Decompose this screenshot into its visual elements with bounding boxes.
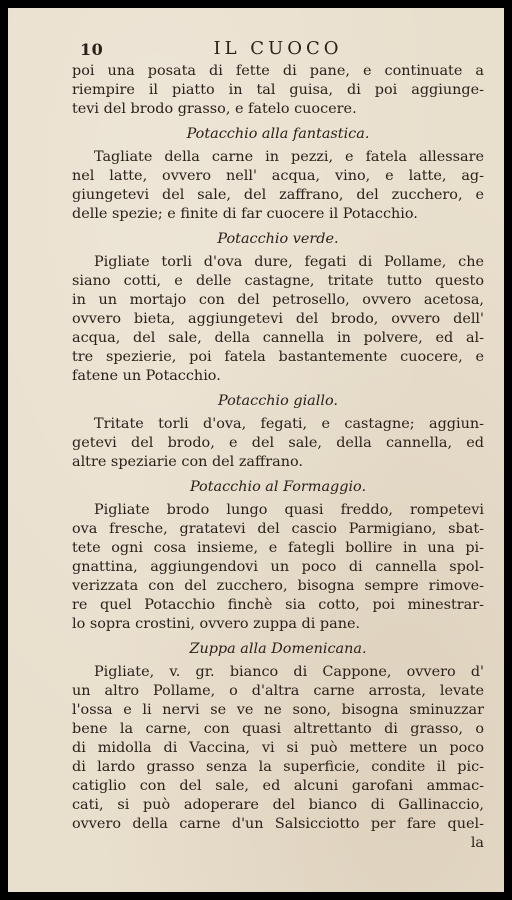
page-header	[72, 38, 484, 60]
running-title: IL CUOCO	[213, 38, 343, 59]
text-line: tete ogni cosa insieme, e fategli bollire in una pi-	[72, 540, 484, 556]
text-line: siano cotti, e delle castagne, tritate tutto questo	[72, 273, 484, 289]
text-line: catiglio con del sale, ed alcuni garofani ammac-	[72, 778, 484, 794]
text-line: lo sopra crostini, ovvero zuppa di pane.	[72, 616, 361, 632]
text-line: Pigliate brodo lungo quasi freddo, rompetevi	[94, 502, 484, 518]
text-line: bene la carne, con quasi altrettanto di grasso, o	[72, 721, 484, 737]
text-line: ovvero bieta, aggiungetevi del brodo, ovvero dell'	[72, 311, 484, 327]
recipe-section	[72, 62, 484, 119]
text-line: tevi del brodo grasso, e fatelo cuocere.	[72, 101, 357, 117]
text-line: giungetevi del sale, del zaffrano, del zucchero, e	[72, 187, 484, 203]
text-line: poi una posata di fette di pane, e continuate a	[72, 63, 484, 79]
text-line: fatene un Potacchio.	[72, 368, 221, 384]
text-line: in un mortajo con del petrosello, ovvero acetosa,	[72, 292, 484, 308]
recipe-section	[72, 125, 484, 224]
text-line: verizzata con del zucchero, bisogna sempre rimove-	[72, 578, 484, 594]
text-line: ova fresche, gratatevi del cascio Parmigiano, sbat-	[72, 521, 484, 537]
text-line: getevi del brodo, e del sale, della cannella, ed	[72, 435, 484, 451]
text-line: di midolla di Vaccina, vi si può mettere un poco	[72, 740, 484, 756]
page-content	[72, 38, 484, 853]
page-number: 10	[80, 40, 104, 59]
recipe-heading: Zuppa alla Domenicana.	[189, 641, 367, 657]
recipe-section	[72, 478, 484, 634]
text-line: altre speziarie con del zaffrano.	[72, 454, 303, 470]
text-line: Pigliate, v. gr. bianco di Cappone, ovvero d'	[94, 664, 484, 680]
text-body	[72, 62, 484, 834]
text-line: Pigliate torli d'ova dure, fegati di Pollame, che	[94, 254, 484, 270]
text-line: tre spezierie, poi fatela bastantemente cuocere, e	[72, 349, 484, 365]
text-line: Tagliate della carne in pezzi, e fatela allessare	[94, 149, 484, 165]
recipe-heading: Potacchio al Formaggio.	[189, 479, 367, 495]
text-line: un altro Pollame, o d'altra carne arrosta, levate	[72, 683, 484, 699]
text-line: l'ossa e li nervi se ve ne sono, bisogna sminuzzar	[72, 702, 484, 718]
recipe-heading: Potacchio alla fantastica.	[186, 126, 370, 142]
text-line: nel latte, ovvero nell' acqua, vino, e latte, ag-	[72, 168, 484, 184]
text-line: ovvero della carne d'un Salsicciotto per fare quel-	[72, 816, 484, 832]
catchword: la	[470, 835, 484, 851]
text-line: acqua, del sale, della cannella in polvere, ed al-	[72, 330, 484, 346]
text-line: di lardo grasso senza la superficie, condite il pic-	[72, 759, 484, 775]
text-line: riempire il piatto in tal guisa, di poi aggiunge-	[72, 82, 484, 98]
recipe-heading: Potacchio verde.	[217, 231, 339, 247]
recipe-heading: Potacchio giallo.	[218, 393, 338, 409]
text-line: delle spezie; e finite di far cuocere il Potacchio.	[72, 206, 418, 222]
book-page	[8, 8, 504, 892]
recipe-section	[72, 392, 484, 472]
recipe-section	[72, 640, 484, 834]
text-line: cati, si può adoperare del bianco di Gallinaccio,	[72, 797, 484, 813]
text-line: Tritate torli d'ova, fegati, e castagne; aggiun-	[94, 416, 484, 432]
text-line: gnattina, aggiungendovi un poco di cannella spol-	[72, 559, 484, 575]
text-line: re quel Potacchio finchè sia cotto, poi minestrar-	[72, 597, 484, 613]
recipe-section	[72, 230, 484, 386]
